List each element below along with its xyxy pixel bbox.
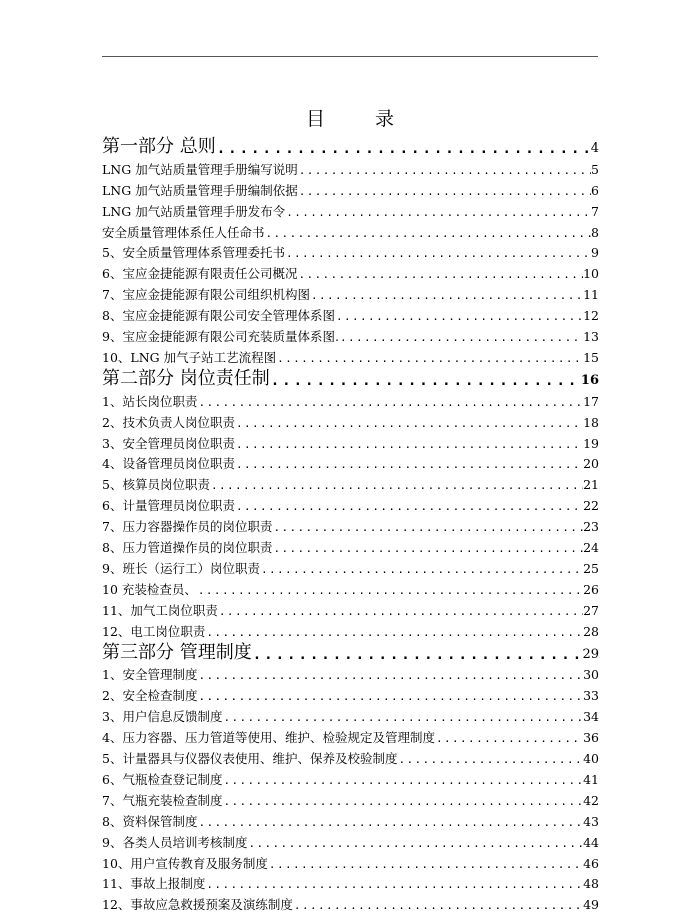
toc-entry-page-number: 44 [583,834,599,850]
toc-entry-page-number: 7 [591,203,599,219]
toc-entry-label: 9、班长（运行工）岗位职责 [102,560,260,576]
toc-entry [102,242,599,263]
toc-entry [102,390,599,411]
toc-part-heading [102,641,599,664]
toc-entry-page-number: 8 [591,224,599,240]
dot-leader [197,689,583,705]
toc-entry-page-number: 19 [583,435,599,451]
dot-leader [235,416,583,432]
toc-entry-label: 4、设备管理员岗位职责 [102,456,235,472]
dot-leader [265,226,592,242]
dot-leader [197,395,583,411]
toc-entry-page-number: 12 [583,308,599,324]
dot-leader [205,625,583,641]
dot-leader [235,457,583,473]
toc-entry [102,262,599,283]
toc-entry [102,726,599,747]
toc-entry [102,221,599,242]
toc-entry-label: 6、气瓶检查登记制度 [102,771,223,787]
toc-entry-label: 第一部分 总则 [102,136,216,157]
toc-entry [102,432,599,453]
toc-entry [102,304,599,325]
toc-entry [102,664,599,685]
toc-entry-page-number: 42 [583,792,599,808]
toc-entry-label: 11、加气工岗位职责 [102,602,218,618]
toc-entry [102,411,599,432]
toc-entry-label: 3、用户信息反馈制度 [102,709,223,725]
toc-entry-page-number: 27 [583,602,599,618]
toc-entry [102,325,599,346]
toc-entry-label: LNG 加气站质量管理手册编制依据 [102,182,298,198]
toc-entry [102,578,599,599]
toc-title: 目 录 [305,108,417,130]
toc-entry-label: 6、宝应金捷能源有限责任公司概况 [102,266,298,282]
toc-entry [102,158,599,179]
toc-entry-page-number: 26 [583,581,599,597]
toc-entry-page-number: 49 [583,897,599,913]
toc-entry-page-number: 10 [583,266,599,282]
toc-entry [102,515,599,536]
dot-leader [235,437,583,453]
dot-leader [222,773,583,789]
dot-leader [293,898,583,914]
toc-entry [102,494,599,515]
toc-entry-label: 8、宝应金捷能源有限公司安全管理体系图 [102,308,335,324]
toc-entry-label: 8、资料保管制度 [102,813,198,829]
dot-leader [210,478,583,494]
toc-entry [102,747,599,768]
toc-entry [102,179,599,200]
dot-leader [216,140,591,158]
toc-entry-label: LNG 加气站质量管理手册编写说明 [102,161,298,177]
toc-part-heading [102,135,599,158]
toc-entry [102,789,599,810]
toc-entry-label: 7、气瓶充装检查制度 [102,792,223,808]
toc-entry-page-number: 22 [583,498,599,514]
toc-part-heading [102,367,599,390]
dot-leader [297,267,583,283]
toc-entry-page-number: 33 [583,688,599,704]
dot-leader [276,351,583,367]
toc-entry-page-number: 34 [583,709,599,725]
toc-entry-label: 安全质量管理体系任人任命书 [102,224,265,240]
toc-entry [102,873,599,894]
toc-entry-page-number: 6 [591,182,599,198]
toc-entry [102,453,599,474]
toc-entry-page-number: 18 [583,414,599,430]
dot-leader [235,499,583,515]
dot-leader [197,668,583,684]
toc-entry-label: 11、事故上报制度 [102,876,206,892]
toc-entry-label: 5、计量器具与仪器仪表使用、维护、保养及校验制度 [102,751,398,767]
toc-entry [102,852,599,873]
toc-entry-page-number: 16 [580,372,599,388]
toc-entry [102,705,599,726]
toc-entry-label: 12、事故应急救援预案及演练制度 [102,897,293,913]
dot-leader [272,541,583,557]
dot-leader [298,184,591,200]
toc-entry-page-number: 17 [583,393,599,409]
toc-entry [102,831,599,852]
toc-entry-label: 2、技术负责人岗位职责 [102,414,235,430]
dot-leader [197,815,583,831]
dot-leader [335,309,583,325]
toc-entry-page-number: 43 [583,813,599,829]
toc-entry-label: 8、压力管道操作员的岗位职责 [102,540,273,556]
toc-entry-page-number: 13 [583,329,599,345]
dot-leader [222,794,583,810]
dot-leader [268,857,583,873]
toc-entry-page-number: 46 [583,855,599,871]
toc-entry [102,620,599,641]
toc-entry-label: 10、LNG 加气子站工艺流程图 [102,349,277,365]
toc-entry-page-number: 36 [583,730,599,746]
toc-entry [102,346,599,367]
toc-entry-page-number: 11 [583,287,599,303]
toc-entry-page-number: 30 [583,667,599,683]
toc-entry-label: 7、宝应金捷能源有限公司组织机构图 [102,287,310,303]
toc-entry [102,768,599,789]
toc-entry [102,200,599,221]
toc-entry-page-number: 25 [583,560,599,576]
toc-entry-label: 第二部分 岗位责任制 [102,367,270,389]
dot-leader [397,752,583,768]
dot-leader [285,205,591,221]
toc-entry-label: 4、压力容器、压力管道等使用、维护、检验规定及管理制度 [102,730,435,746]
toc-entry [102,473,599,494]
dot-leader [218,604,583,620]
table-of-contents [102,135,599,914]
toc-entry-label: 第三部分 管理制度 [102,641,252,663]
toc-entry [102,536,599,557]
toc-entry [102,599,599,620]
toc-entry [102,557,599,578]
toc-entry-page-number: 41 [583,771,599,787]
dot-leader [247,836,583,852]
header-rule [102,56,598,57]
toc-entry-label: 10、用户宣传教育及服务制度 [102,855,268,871]
toc-entry-label: 6、计量管理员岗位职责 [102,498,235,514]
toc-entry-label: 3、安全管理员岗位职责 [102,435,235,451]
toc-entry [102,893,599,914]
dot-leader [222,710,583,726]
toc-entry-label: 1、安全管理制度 [102,667,198,683]
toc-entry-page-number: 21 [583,477,599,493]
toc-entry-label: 5、安全质量管理体系管理委托书 [102,245,285,261]
toc-entry-label: 12、电工岗位职责 [102,623,206,639]
toc-entry-page-number: 48 [583,876,599,892]
dot-leader [285,246,591,262]
dot-leader [197,583,583,599]
toc-entry-label: 10 充装检查员、 [102,581,197,597]
toc-entry-label: 2、安全检查制度 [102,688,198,704]
toc-entry-page-number: 24 [583,540,599,556]
toc-entry-label: 9、宝应金捷能源有限公司充装质量体系图. [102,329,339,345]
toc-entry-page-number: 4 [590,141,599,156]
toc-entry [102,810,599,831]
dot-leader [205,877,583,893]
toc-entry-label: 5、核算员岗位职责 [102,477,210,493]
toc-entry-label: 1、站长岗位职责 [102,393,198,409]
dot-leader [260,562,583,578]
toc-entry-label: 7、压力容器操作员的岗位职责 [102,519,273,535]
toc-entry-label: 9、各类人员培训考核制度 [102,834,248,850]
toc-entry-page-number: 20 [583,456,599,472]
dot-leader [339,330,583,346]
dot-leader [298,163,591,179]
toc-entry-page-number: 29 [582,646,599,662]
toc-entry [102,684,599,705]
dot-leader [310,288,583,304]
dot-leader [272,520,583,536]
toc-entry-page-number: 5 [591,161,599,177]
toc-entry-label: LNG 加气站质量管理手册发布令 [102,203,286,219]
dot-leader [252,646,583,664]
dot-leader [270,372,581,390]
toc-entry [102,283,599,304]
toc-entry-page-number: 15 [583,349,599,365]
toc-entry-page-number: 40 [583,751,599,767]
toc-entry-page-number: 28 [583,623,599,639]
toc-entry-page-number: 9 [591,245,599,261]
dot-leader [435,731,583,747]
toc-entry-page-number: 23 [583,519,599,535]
